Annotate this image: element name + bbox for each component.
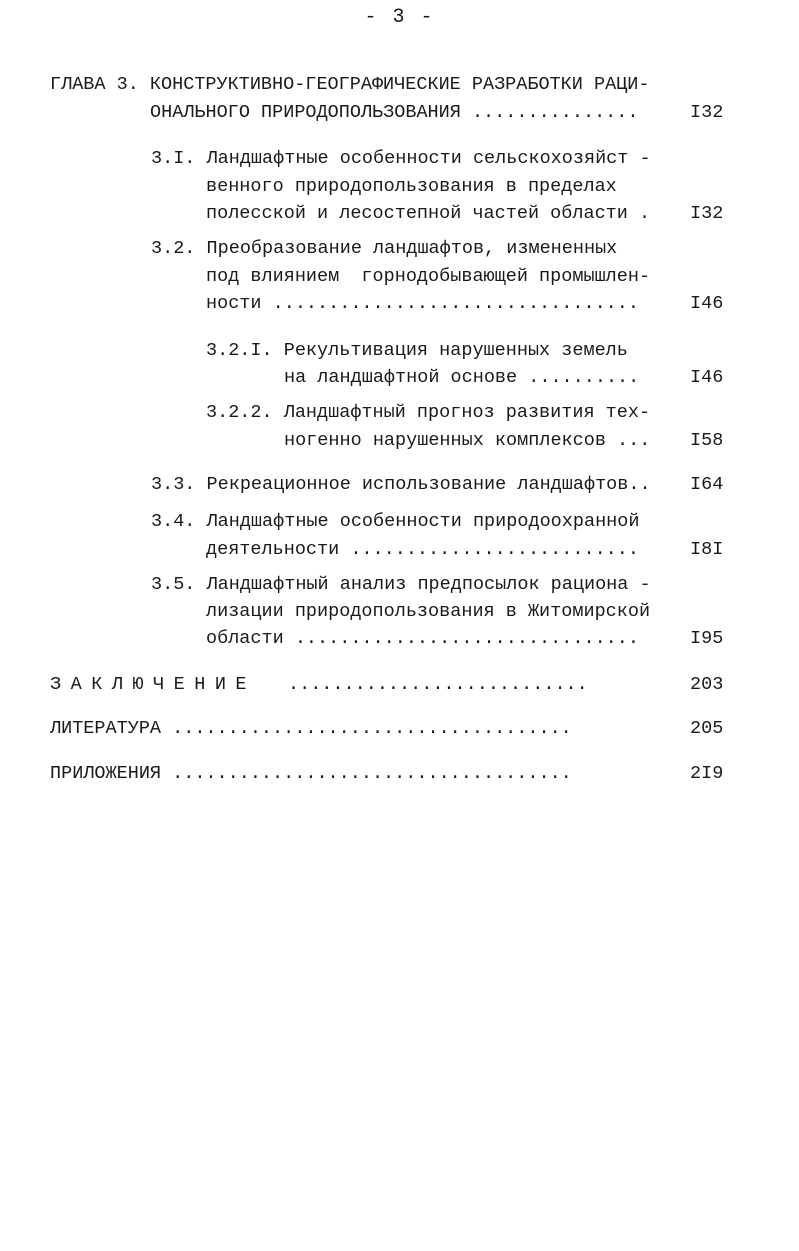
toc-page-number: I58 [690,430,724,451]
toc-page-number: 2I9 [690,763,724,784]
toc-page-number: I32 [690,102,724,123]
toc-entry-text: 3.2.2. Ландшафтный прогноз развития тех- [206,402,651,423]
toc-entry-text: полесской и лесостепной частей области . [206,203,651,224]
toc-page-number: I8I [690,539,724,560]
toc-page-number: I46 [690,293,724,314]
toc-entry-text: ГЛАВА 3. КОНСТРУКТИВНО-ГЕОГРАФИЧЕСКИЕ РАЗРАБОТКИ РАЦИ- [50,74,650,95]
toc-entry-text: 3.I. Ландшафтные особенности сельскохозяйст - [151,148,651,169]
toc-entry-text: области ............................... [206,628,639,649]
toc-entry-text: на ландшафтной основе .......... [284,367,640,388]
toc-page-number: I64 [690,474,724,495]
toc-entry-text: 3.3. Рекреационное использование ландшафтов.. [151,474,651,495]
toc-entry-text: 3.4. Ландшафтные особенности природоохранной [151,511,640,532]
toc-entry-text: 3.2. Преобразование ландшафтов, измененных [151,238,618,259]
toc-page-number: I32 [690,203,724,224]
toc-entry-leader: ........................... [288,674,588,695]
toc-entry-text: венного природопользования в пределах [206,176,617,197]
toc-entry-text: 3.5. Ландшафтный анализ предпосылок рациона - [151,574,651,595]
toc-page-number: 203 [690,674,724,695]
page-number: - 3 - [364,6,435,29]
toc-entry-text: ОНАЛЬНОГО ПРИРОДОПОЛЬЗОВАНИЯ ............... [150,104,639,123]
toc-page-number: I95 [690,628,724,649]
toc-entry-text: ПРИЛОЖЕНИЯ .................................... [50,765,572,784]
toc-entry-text: лизации природопользования в Житомирской [206,601,651,622]
toc-entry-text: ЛИТЕРАТУРА .................................... [50,720,572,739]
toc-entry-text: ности ................................. [206,293,639,314]
toc-entry-text: ЗАКЛЮЧЕНИЕ [50,674,257,695]
toc-page-number: 205 [690,718,724,739]
toc-entry-text: 3.2.I. Рекультивация нарушенных земель [206,340,628,361]
toc-entry-text: под влиянием горнодобывающей промышлен- [206,266,651,287]
toc-entry-text: ногенно нарушенных комплексов ... [284,430,651,451]
toc-page-number: I46 [690,367,724,388]
toc-entry-text: деятельности .......................... [206,539,639,560]
